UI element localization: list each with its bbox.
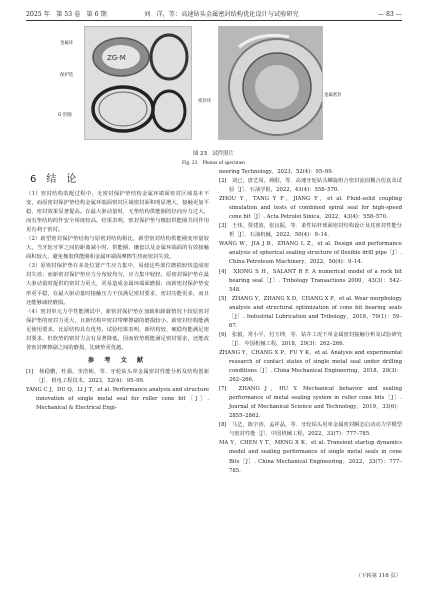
reference-2-en: ZHOU Y，TANG Y F，JIANG Y，et al. Fluid-solid coupling simulation and tests of combined spiral seal for high-speed cone bit［J］. Acta Petrolei Sinica，2022，43(4)：558–570. [219,196,402,221]
figure-caption-en: Fig. 23 Photos of specimen [182,160,245,166]
reference-8: [8] 马艺，陈宇涛，孟祥晶，等．牙轮钻头用单金属密封瞬态启动动力学模型与密封性能［J］．中国机械工程，2022，33(7)：777–785. [219,422,402,438]
conclusion-paragraph-2: （2）新型密封保护垫结构与原密封结构相比，新型密封结构供能圈变形量较大，当牙轮牙掌之间的距离减小时，供能圈、镶套以及金属环端面的有效接触面积较大，避免橡胶供能圈和金属环端面摩擦生热而密封失效。 [26,236,209,261]
page-number: — 83 — [377,11,402,18]
conclusion-paragraph-3: （3）原密封保护垫在多处位置产生应力集中，易使这些部位磨损较快造成密封失效；而新密封保护垫应力分布较均匀，应力集中较轻。原密封保护垫在最大驱动量时提供的密封力更大，更易造成金属环端面磨损；而新密封保护垫变形更平稳，在最大驱动量时接触压力不仅满足密封要求，密封功能更多，而且还能够减轻磨损。 [26,263,209,306]
reference-6-en: ZHANG Y，CHANG X P，FU Y K，et al. Analysis and experimental research of contact states of single metal seal under drilling conditions［J］. China Mechanical Engineering，2018，29(3)：262–266. [219,349,402,384]
right-column [219,168,402,476]
references-heading: 参 考 文 献 [87,356,148,364]
continued-note: （下转第 116 页） [355,573,401,579]
conclusion-paragraph-1: （1）密封结构装配过程中，无密封保护垫结构金属环端面密封区域基本不变，而原密封保护垫结构金属环端面密封区域密封面积明显增大，接触更加平稳，密封效果显著提高。在最大驱动量时，无垫结构供能圈的径向应力过大，而有垫结构的作安全裕度较高。结果表明，密封保护垫与橡胶供能圈共同作用更有利于密封。 [26,191,209,234]
reference-4: [4] XIONG S H，SALANT R F. A numerical model of a rock bit bearing seal［J］. Tribology Transactions 2000，43(3)：542–548. [219,268,402,293]
reference-3-en: WANG W，JIA J B，ZHANG L Z，et al. Design and performance analysis of spherical sealing structure of flexible drill pipe［J］. China Petroleum Machinery，2022，50(4)：9–14. [219,241,402,266]
metal-seal-illustration [219,27,323,140]
label-protect-pad: 保护垫 [60,73,74,78]
reference-5: [5] ZHANG Y，ZHANG X D，CHANG X P，et al. Wear morphology analysis and structural optimization of cone bit bearing seals［J］. Industrial Lubrication and Tribology，2018，70(1)：59–67. [219,295,402,329]
reference-8-en: MA Y，CHEN Y T，MENG X K，et al. Transient startup dynamics model and sealing performance of single metal seals in cone Bits［J］. China Mechanical Engineering，2022，33(7)：777–785. [219,440,402,474]
article-running-title: 刘 洋，等：高速钻头金属密封结构优化设计与试验研究 [144,11,299,18]
reference-3: [3] 王伟，贾建波，张良振，等．柔性钻杆球面密封结构设计及其密封性能分析［J］．石油机械，2022，50(4)：9–14. [219,223,402,239]
reference-6: [6] 张毅，常小平，付玉坤，等．钻井工况下单金属密封接触分析及试验研究［J］．中国机械工程，2018，29(3)：262–266. [219,331,402,347]
specimen-photo-b [218,26,323,140]
section-title: 6 结 论 [30,174,77,185]
reference-2: [2] 刘已，唐艺周，蒋阳，等．高速牙轮钻头螺旋组合密封流固耦合仿真及试验［J］．石油学报，2022，43(4)：558–570. [219,178,402,194]
specimen-photo-a [84,26,192,140]
reference-1: [1] 杨稳鹏，杜强，李浩彬，等．牙轮钻头单金属密封性能分析及结构创新［J］．机电工程技术，2023，52(4)：95–99. [26,368,209,384]
conclusion-paragraph-4: （4）密封单元力学性能测试中，新密封保护垫在加载和卸载情况下较原密封保护垫的密封力更大，且新结构中密封带摩擦副的磨损较小。新密封结构能满足使用要求，比原结构具有优势。试验结果表明，新结构较、硬稳均能满足密封要求，但软垫的密封力会有显著降低，因而软垫既能满足密封要求，还能改善密封摩擦副之间的磨损，比硬垫更优越。 [26,308,209,351]
rings-illustration [85,27,192,140]
label-o-ring: O 形圈 [58,113,72,118]
reference-7: [7] ZHANG J，HU Y. Mechanical behavior and sealing performance of metal sealing system in roller cone bits［J］. Journal of Mechanical Science and Technology，2019，33(6)：2855–2862. [219,386,402,420]
label-metal-ring: 金属环 [60,41,74,46]
left-column [26,168,209,413]
reference-1-en-cont: neering Technology，2023，52(4)：95–99. [219,169,334,175]
reference-1-en: YANG C J，DU Q，LI J T，et al. Performance analysis and structure innovation of single metal seal for roller cone bit［J］. Mechanical & Electrical Engi- [26,386,209,412]
specimen-marking: ZG-M [107,54,126,62]
label-metal-seal: 金属密封 [324,93,342,98]
label-seal-ring: 密封环 [198,99,212,104]
running-header [26,8,402,21]
journal-issue: 2025 年 第 53 卷 第 6 期 [26,11,107,18]
specimen-figure [26,26,402,144]
figure-caption-cn: 图 23 试件照片 [193,151,234,157]
